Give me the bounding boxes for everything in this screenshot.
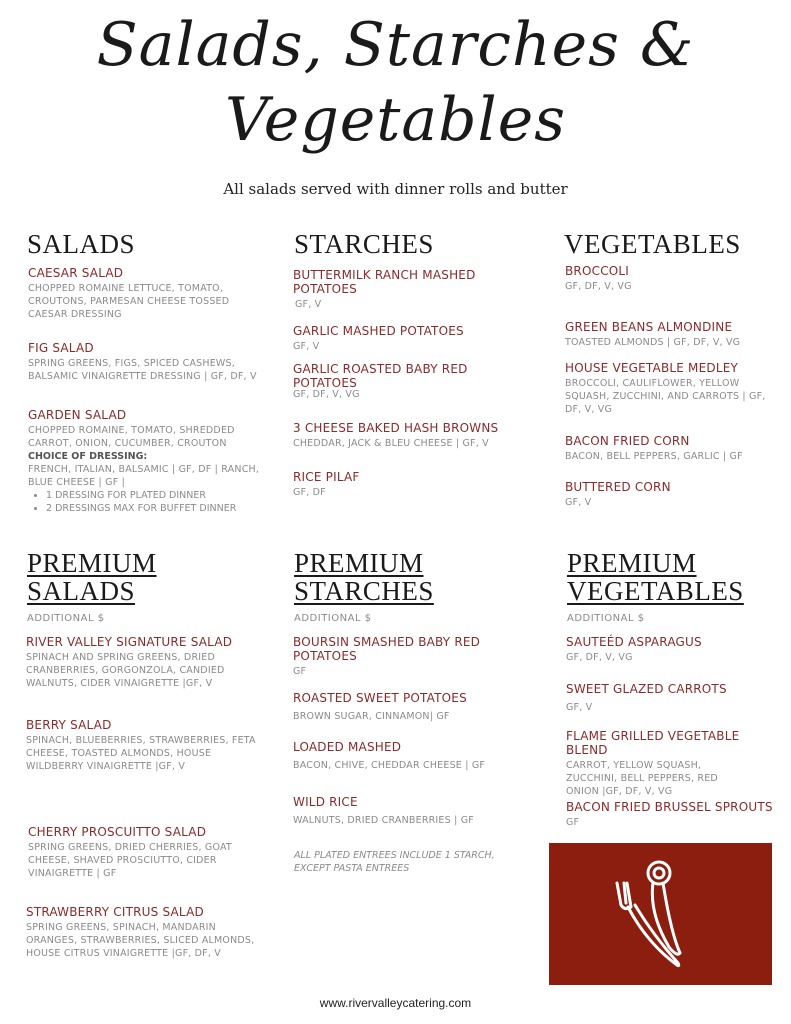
dressing-list xyxy=(28,489,268,515)
item-desc: GF, V xyxy=(295,299,322,310)
list-item: • 1 DRESSING FOR PLATED DINNER xyxy=(46,489,268,502)
item-name: GARDEN SALAD xyxy=(28,408,127,422)
item-name: STRAWBERRY CITRUS SALAD xyxy=(26,905,204,919)
premium-starches-section xyxy=(294,549,534,624)
premium-salads-heading-line2: SALADS xyxy=(27,576,136,606)
item-desc: CARROT, YELLOW SQUASH, ZUCCHINI, BELL PEPPERS, RED ONION |GF, DF, V, VG xyxy=(566,760,718,797)
menu-item xyxy=(28,408,268,515)
item-desc: GF, DF, V, VG xyxy=(566,652,633,663)
item-name: BOURSIN SMASHED BABY RED POTATOES xyxy=(293,635,481,663)
item-desc: GF, V xyxy=(566,702,593,713)
item-name: BACON FRIED CORN xyxy=(565,434,690,448)
menu-item xyxy=(566,682,776,714)
item-desc: TOASTED ALMONDS | GF, DF, V, VG xyxy=(565,337,741,348)
additional-cost: ADDITIONAL $ xyxy=(294,613,372,624)
page-title-line1: Salads, Starches & xyxy=(96,10,695,80)
menu-item xyxy=(566,729,781,798)
item-name: WILD RICE xyxy=(293,795,358,809)
item-name: SWEET GLAZED CARROTS xyxy=(566,682,727,696)
item-desc: SPINACH, BLUEBERRIES, STRAWBERRIES, FETA CHEESE, TOASTED ALMONDS, HOUSE WILDBERRY VINAIGRETTE |GF, V xyxy=(26,735,256,772)
item-desc: CHOPPED ROMAINE, TOMATO, SHREDDED CARROT, ONION, CUCUMBER, CROUTON xyxy=(28,425,235,449)
list-item: • 2 DRESSINGS MAX FOR BUFFET DINNER xyxy=(46,502,268,515)
salads-heading: SALADS xyxy=(27,229,136,259)
menu-item xyxy=(26,635,256,690)
item-desc: GF, V xyxy=(565,497,592,508)
item-desc: GF, DF, V, VG xyxy=(293,389,360,400)
item-name: BROCCOLI xyxy=(565,264,630,278)
item-desc: BACON, BELL PEPPERS, GARLIC | GF xyxy=(565,451,743,462)
item-name: GARLIC MASHED POTATOES xyxy=(293,324,464,338)
menu-item xyxy=(565,264,775,293)
menu-item xyxy=(26,718,256,773)
menu-item xyxy=(26,905,261,960)
item-desc: BROWN SUGAR, CINNAMON| GF xyxy=(293,711,450,722)
menu-item xyxy=(565,320,775,349)
item-name: GARLIC ROASTED BABY RED POTATOES xyxy=(293,362,468,390)
item-desc: BROCCOLI, CAULIFLOWER, YELLOW SQUASH, ZUCCHINI, AND CARROTS | GF, DF, V, VG xyxy=(565,378,766,415)
item-desc: CHOPPED ROMAINE LETTUCE, TOMATO, CROUTONS, PARMESAN CHEESE TOSSED CAESAR DRESSING xyxy=(28,283,230,320)
premium-salads-heading-line1: PREMIUM xyxy=(27,548,157,578)
menu-item xyxy=(565,434,775,463)
item-name: CHERRY PROSCUITTO SALAD xyxy=(28,825,207,839)
menu-item xyxy=(293,470,508,499)
item-name: 3 CHEESE BAKED HASH BROWNS xyxy=(293,421,499,435)
item-desc: SPINACH AND SPRING GREENS, DRIED CRANBERRIES, GORGONZOLA, CANDIED WALNUTS, CIDER VINAIGRETTE |GF, V xyxy=(26,652,225,689)
item-name: RICE PILAF xyxy=(293,470,360,484)
menu-item xyxy=(293,795,508,827)
menu-item xyxy=(565,480,775,509)
item-name: BERRY SALAD xyxy=(26,718,112,732)
vegetables-heading: VEGETABLES xyxy=(564,229,741,259)
item-name: GREEN BEANS ALMONDINE xyxy=(565,320,733,334)
item-name: ROASTED SWEET POTATOES xyxy=(293,691,467,705)
menu-item xyxy=(293,635,498,678)
item-name: BUTTERMILK RANCH MASHED POTATOES xyxy=(293,268,476,296)
menu-item xyxy=(28,341,263,383)
item-name: CAESAR SALAD xyxy=(28,266,124,280)
premium-vegetables-heading-line1: PREMIUM xyxy=(567,548,697,578)
menu-item xyxy=(293,362,508,401)
salads-section xyxy=(27,230,267,258)
menu-item xyxy=(293,268,508,311)
item-name: LOADED MASHED xyxy=(293,740,402,754)
item-name: FLAME GRILLED VEGETABLE BLEND xyxy=(566,729,740,757)
item-name: FIG SALAD xyxy=(28,341,94,355)
note-text: ALL PLATED ENTREES INCLUDE 1 STARCH, EXCEPT PASTA ENTREES xyxy=(294,850,495,874)
item-name: RIVER VALLEY SIGNATURE SALAD xyxy=(26,635,233,649)
premium-vegetables-heading-line2: VEGETABLES xyxy=(567,576,744,606)
utensil-badge xyxy=(549,843,772,985)
premium-starches-heading-line1: PREMIUM xyxy=(294,548,424,578)
additional-cost: ADDITIONAL $ xyxy=(27,613,105,624)
item-desc: SPRING GREENS, FIGS, SPICED CASHEWS, BALSAMIC VINAIGRETTE DRESSING | GF, DF, V xyxy=(28,358,257,382)
item-desc: WALNUTS, DRIED CRANBERRIES | GF xyxy=(293,815,474,826)
item-name: HOUSE VEGETABLE MEDLEY xyxy=(565,361,739,375)
item-name: SAUTEÉD ASPARAGUS xyxy=(566,635,702,649)
item-desc: SPRING GREENS, DRIED CHERRIES, GOAT CHEESE, SHAVED PROSCIUTTO, CIDER VINAIGRETTE | GF xyxy=(28,842,232,879)
item-name: BACON FRIED BRUSSEL SPROUTS xyxy=(566,800,773,814)
menu-item xyxy=(293,740,508,772)
item-desc: GF xyxy=(293,666,307,677)
starch-note xyxy=(294,849,509,875)
premium-starches-heading-line2: STARCHES xyxy=(294,576,434,606)
choice-label: CHOICE OF DRESSING: xyxy=(28,451,148,462)
item-desc: GF, DF xyxy=(293,487,326,498)
item-desc: BACON, CHIVE, CHEDDAR CHEESE | GF xyxy=(293,760,486,771)
item-desc: SPRING GREENS, SPINACH, MANDARIN ORANGES, STRAWBERRIES, SLICED ALMONDS, HOUSE CITRUS VINAIGRETTE |GF, DF, V xyxy=(26,922,255,959)
menu-item xyxy=(28,266,263,321)
item-desc: GF, V xyxy=(293,341,320,352)
menu-item xyxy=(293,691,508,723)
item-desc: CHEDDAR, JACK & BLEU CHEESE | GF, V xyxy=(293,438,489,449)
footer-url[interactable]: www.rivervalleycatering.com xyxy=(319,996,472,1010)
menu-item xyxy=(28,825,258,880)
starches-section xyxy=(294,230,534,258)
item-desc: GF, DF, V, VG xyxy=(565,281,632,292)
starches-heading: STARCHES xyxy=(294,229,434,259)
menu-item xyxy=(565,361,775,416)
choice-text: FRENCH, ITALIAN, BALSAMIC | GF, DF | RANCH, BLUE CHEESE | GF | xyxy=(28,464,260,488)
page-title-line2: Vegetables xyxy=(224,85,567,155)
premium-vegetables-section xyxy=(567,549,767,624)
premium-salads-section xyxy=(27,549,267,624)
vegetables-section xyxy=(564,230,791,258)
page-subtitle: All salads served with dinner rolls and butter xyxy=(223,180,568,198)
additional-cost: ADDITIONAL $ xyxy=(567,613,645,624)
menu-item xyxy=(293,324,508,353)
item-desc: GF xyxy=(566,817,580,828)
menu-item xyxy=(566,635,776,664)
item-name: BUTTERED CORN xyxy=(565,480,671,494)
menu-item xyxy=(293,421,533,450)
menu-item xyxy=(566,800,781,829)
fork-spoon-icon xyxy=(549,843,772,985)
